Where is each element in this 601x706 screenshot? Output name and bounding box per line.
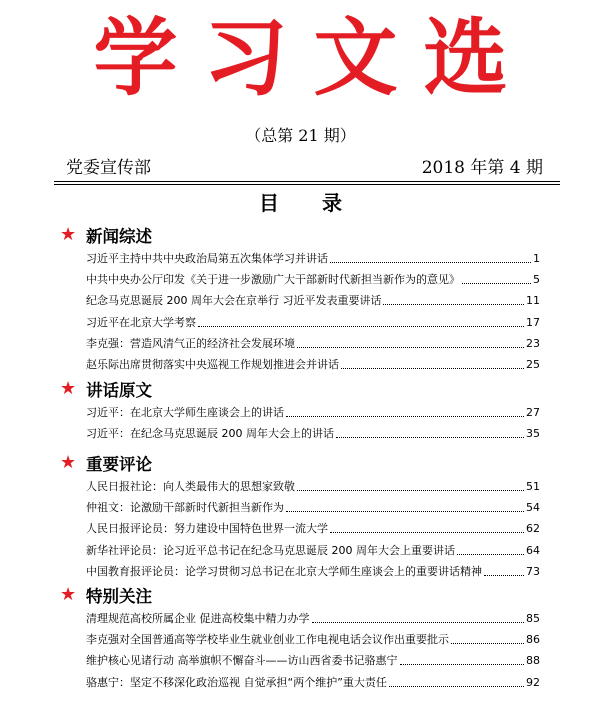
toc-entry-title: 新华社评论员：论习近平总书记在纪念马克思诞辰 200 周年大会上重要讲话 bbox=[86, 543, 455, 557]
toc-entry-page-number: 11 bbox=[526, 294, 540, 308]
toc-entry-title: 骆惠宁：坚定不移深化政治巡视 自觉承担“两个维护”重大责任 bbox=[86, 675, 387, 689]
toc-entry[interactable] bbox=[86, 609, 540, 627]
toc-entry[interactable] bbox=[86, 249, 540, 267]
toc-entry-page-number: 88 bbox=[526, 654, 540, 668]
toc-entry-title: 中共中央办公厅印发《关于进一步激励广大干部新时代新担当新作为的意见》 bbox=[86, 273, 460, 287]
dot-leader bbox=[457, 554, 524, 555]
toc-entry-page-number: 54 bbox=[526, 501, 540, 515]
toc-entry-page-number: 27 bbox=[526, 406, 540, 419]
toc-entry-title: 习近平：在北京大学师生座谈会上的讲话 bbox=[86, 406, 284, 419]
toc-entry-page-number: 73 bbox=[526, 564, 540, 578]
toc-entry-title: 维护核心见诸行动 高举旗帜不懈奋斗——访山西省委书记骆惠宁 bbox=[86, 654, 398, 668]
toc-entry-title: 人民日报社论：向人类最伟大的思想家致敬 bbox=[86, 480, 295, 493]
toc-entry[interactable] bbox=[86, 673, 540, 691]
dot-leader bbox=[330, 262, 531, 263]
toc-entry[interactable] bbox=[86, 630, 540, 648]
header-divider-second bbox=[54, 184, 560, 185]
section-title: 特别关注 bbox=[86, 587, 152, 606]
toc-entry-title: 习近平：在纪念马克思诞辰 200 周年大会上的讲话 bbox=[86, 427, 334, 441]
dot-leader bbox=[286, 416, 524, 417]
toc-entry[interactable] bbox=[86, 291, 540, 309]
section-heading bbox=[60, 223, 152, 247]
dot-leader bbox=[400, 664, 525, 665]
toc-entry[interactable] bbox=[86, 334, 540, 352]
publisher-name: 党委宣传部 bbox=[66, 158, 151, 178]
star-icon: ★ bbox=[60, 452, 77, 473]
dot-leader bbox=[484, 575, 524, 576]
section-heading bbox=[60, 377, 152, 401]
section-title: 重要评论 bbox=[86, 455, 152, 474]
toc-entry-title: 纪念马克思诞辰 200 周年大会在京举行 习近平发表重要讲话 bbox=[86, 294, 382, 308]
dot-leader bbox=[198, 326, 524, 327]
toc-entry[interactable] bbox=[86, 541, 540, 559]
toc-entry[interactable] bbox=[86, 270, 540, 288]
toc-entry-page-number: 23 bbox=[526, 336, 540, 350]
star-icon: ★ bbox=[60, 378, 77, 399]
toc-entry[interactable] bbox=[86, 562, 540, 580]
dot-leader bbox=[312, 622, 525, 623]
toc-entry[interactable] bbox=[86, 477, 540, 495]
toc-entry-page-number: 51 bbox=[526, 480, 540, 493]
toc-entry[interactable] bbox=[86, 355, 540, 373]
toc-entry-page-number: 64 bbox=[526, 543, 540, 557]
issue-number: 2018 年第 4 期 bbox=[421, 158, 543, 178]
toc-entry-page-number: 1 bbox=[533, 252, 540, 265]
dot-leader bbox=[330, 532, 524, 533]
toc-entry-page-number: 92 bbox=[526, 675, 540, 689]
toc-entry-page-number: 62 bbox=[526, 522, 540, 536]
toc-entry[interactable] bbox=[86, 498, 540, 516]
toc-title: 目 录 bbox=[259, 191, 360, 215]
toc-entry-title: 习近平主持中共中央政治局第五次集体学习并讲话 bbox=[86, 252, 328, 265]
toc-entry-page-number: 86 bbox=[526, 633, 540, 647]
star-icon: ★ bbox=[60, 224, 77, 245]
dot-leader bbox=[341, 368, 524, 369]
header-divider bbox=[54, 181, 560, 182]
toc-entry-title: 习近平在北京大学考察 bbox=[86, 315, 196, 329]
issue-total-number: （总第 21 期） bbox=[245, 126, 356, 145]
toc-entry[interactable] bbox=[86, 313, 540, 331]
dot-leader bbox=[389, 686, 524, 687]
section-title: 新闻综述 bbox=[86, 227, 152, 246]
toc-entry-page-number: 25 bbox=[526, 358, 540, 371]
toc-entry[interactable] bbox=[86, 424, 540, 442]
toc-entry-title: 仲祖文：论激励干部新时代新担当新作为 bbox=[86, 501, 284, 515]
dot-leader bbox=[383, 304, 524, 305]
toc-entry-page-number: 17 bbox=[526, 315, 540, 329]
toc-entry-page-number: 35 bbox=[526, 427, 540, 441]
toc-entry-title: 中国教育报评论员：论学习贯彻习总书记在北京大学师生座谈会上的重要讲话精神 bbox=[86, 564, 482, 578]
dot-leader bbox=[297, 490, 524, 491]
toc-entry[interactable] bbox=[86, 651, 540, 669]
dot-leader bbox=[286, 511, 524, 512]
toc-entry-title: 李克强：营造风清气正的经济社会发展环境 bbox=[86, 336, 295, 350]
section-heading bbox=[60, 451, 152, 475]
toc-entry[interactable] bbox=[86, 403, 540, 421]
dot-leader bbox=[297, 347, 524, 348]
dot-leader bbox=[462, 283, 531, 284]
toc-entry-title: 李克强对全国普通高等学校毕业生就业创业工作电视电话会议作出重要批示 bbox=[86, 633, 449, 647]
toc-entry-page-number: 5 bbox=[533, 273, 540, 287]
toc-entry-page-number: 85 bbox=[526, 612, 540, 625]
masthead-title: 学习文选 bbox=[93, 9, 534, 107]
star-icon: ★ bbox=[60, 584, 77, 605]
dot-leader bbox=[336, 437, 524, 438]
section-title: 讲话原文 bbox=[86, 381, 152, 400]
dot-leader bbox=[451, 643, 524, 644]
toc-entry-title: 清理规范高校所属企业 促进高校集中精力办学 bbox=[86, 612, 310, 625]
toc-entry-title: 赵乐际出席贯彻落实中央巡视工作规划推进会并讲话 bbox=[86, 358, 339, 371]
toc-entry[interactable] bbox=[86, 519, 540, 537]
toc-entry-title: 人民日报评论员：努力建设中国特色世界一流大学 bbox=[86, 522, 328, 536]
section-heading bbox=[60, 583, 152, 607]
